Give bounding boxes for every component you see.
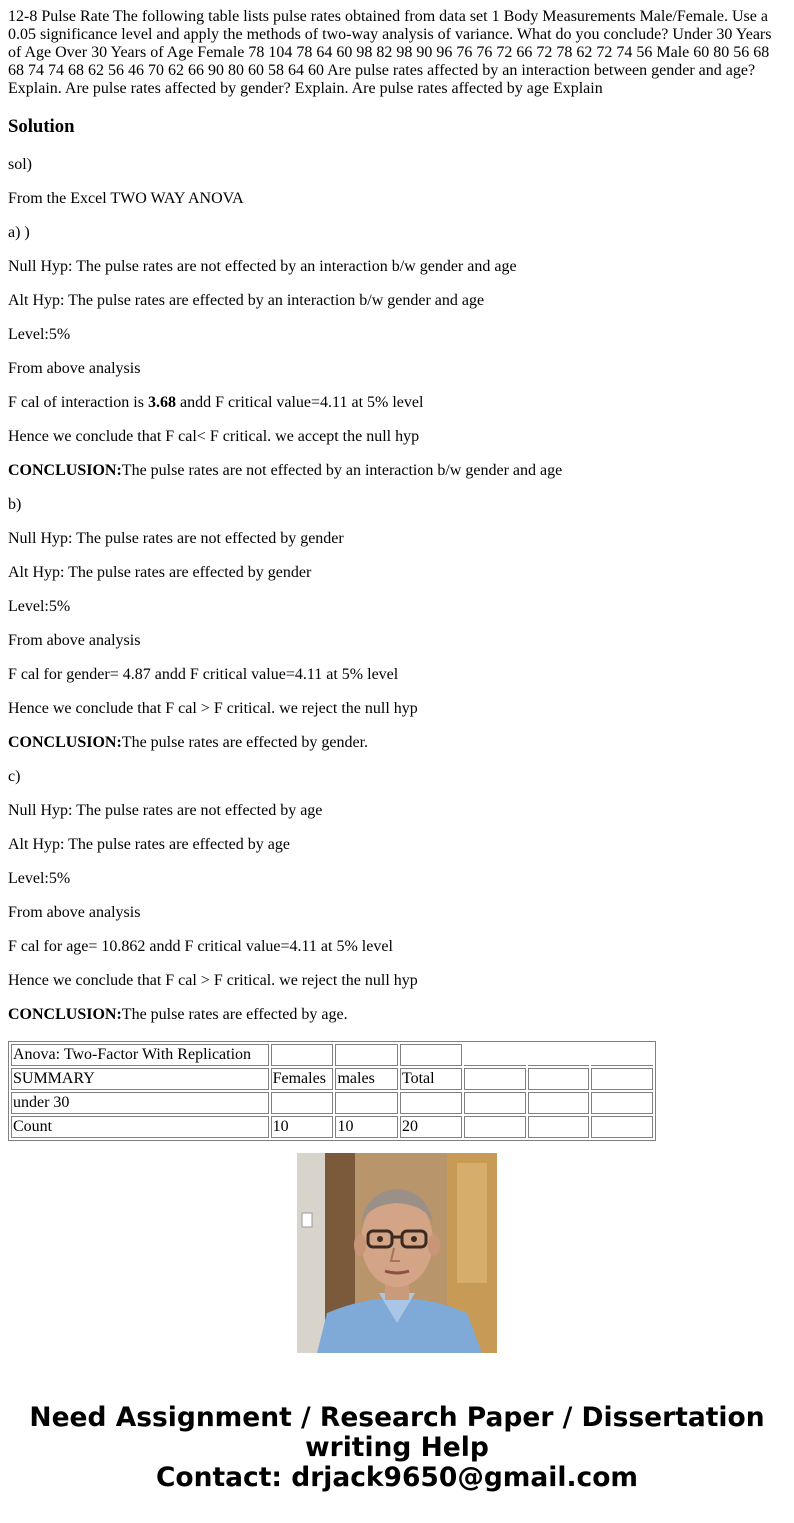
conclusion-label: CONCLUSION: xyxy=(8,734,122,751)
table-cell: 10 xyxy=(335,1116,397,1138)
part-c-level: Level:5% xyxy=(8,870,71,887)
promo-line-2: writing Help xyxy=(305,1432,489,1463)
table-group-cell: under 30 xyxy=(11,1092,269,1114)
part-b-from: From above analysis xyxy=(8,632,141,649)
part-b-label: b) xyxy=(8,496,22,513)
solution-heading: Solution xyxy=(8,116,75,137)
table-cell xyxy=(271,1092,334,1114)
table-header-cell: males xyxy=(335,1068,397,1090)
table-cell xyxy=(464,1116,526,1138)
table-cell xyxy=(528,1044,590,1066)
part-c-hence: Hence we conclude that F cal > F critical. we reject the null hyp xyxy=(8,972,418,989)
part-b-fcal: F cal for gender= 4.87 andd F critical value=4.11 at 5% level xyxy=(8,666,399,683)
part-c-from: From above analysis xyxy=(8,904,141,921)
table-cell xyxy=(528,1068,590,1090)
method-line: From the Excel TWO WAY ANOVA xyxy=(8,190,244,207)
table-cell: 10 xyxy=(271,1116,334,1138)
table-cell: 20 xyxy=(400,1116,462,1138)
part-a-conclusion-text: The pulse rates are not effected by an interaction b/w gender and age xyxy=(121,462,563,479)
part-a-label: a) ) xyxy=(8,224,30,241)
question-text: 12-8 Pulse Rate The following table lists pulse rates obtained from data set 1 Body Measurements Male/Female. Use a 0.05 significance level and apply the methods of two-way analysis of variance. What do you conclude? Under 30 Years of Age Over 30 Years of Age Female 78 104 78 64 60 98 82 98 90 96 76 76 72 66 72 78 62 72 74 56 Male 60 80 56 68 68 74 74 68 62 56 46 70 62 66 90 80 60 58 64 60 Are pulse rates affected by an interaction between gender and age? Explain. Are pulse rates affected by gender? Explain. Are pulse rates affected by age Explain xyxy=(8,8,772,97)
table-cell: Count xyxy=(11,1116,269,1138)
promo-banner xyxy=(0,1403,794,1493)
part-a-fcal xyxy=(8,394,786,412)
table-cell xyxy=(528,1116,590,1138)
avatar xyxy=(297,1153,497,1353)
conclusion-label: CONCLUSION: xyxy=(8,462,122,479)
table-title-cell: Anova: Two-Factor With Replication xyxy=(11,1044,269,1066)
table-header-cell: Females xyxy=(271,1068,334,1090)
table-cell xyxy=(464,1044,526,1066)
part-c-conclusion-text: The pulse rates are effected by age. xyxy=(121,1006,348,1023)
part-a-alt: Alt Hyp: The pulse rates are effected by an interaction b/w gender and age xyxy=(8,292,485,309)
conclusion-label: CONCLUSION: xyxy=(8,1006,122,1023)
part-b-conclusion xyxy=(8,734,786,752)
part-a-from: From above analysis xyxy=(8,360,141,377)
table-row xyxy=(11,1068,653,1090)
table-row xyxy=(11,1044,653,1066)
table-cell xyxy=(591,1116,653,1138)
promo-contact: Contact: drjack9650@gmail.com xyxy=(155,1462,639,1493)
part-c-fcal: F cal for age= 10.862 andd F critical value=4.11 at 5% level xyxy=(8,938,393,955)
anova-table xyxy=(8,1041,656,1141)
table-cell xyxy=(335,1092,397,1114)
table-cell xyxy=(591,1068,653,1090)
part-c-label: c) xyxy=(8,768,21,785)
table-header-cell: SUMMARY xyxy=(11,1068,269,1090)
part-c-alt: Alt Hyp: The pulse rates are effected by age xyxy=(8,836,290,853)
table-cell xyxy=(335,1044,397,1066)
table-cell xyxy=(271,1044,334,1066)
part-a-hence: Hence we conclude that F cal< F critical. we accept the null hyp xyxy=(8,428,420,445)
table-row xyxy=(11,1092,653,1114)
table-cell xyxy=(464,1092,526,1114)
anova-table-clip xyxy=(8,1041,656,1135)
part-b-conclusion-text: The pulse rates are effected by gender. xyxy=(121,734,369,751)
table-cell xyxy=(464,1068,526,1090)
part-a-level: Level:5% xyxy=(8,326,71,343)
part-a-fcal-pre: F cal of interaction is xyxy=(8,394,148,411)
table-cell xyxy=(591,1092,653,1114)
part-b-null: Null Hyp: The pulse rates are not effected by gender xyxy=(8,530,344,547)
sol-line: sol) xyxy=(8,156,32,173)
part-c-conclusion xyxy=(8,1006,786,1024)
promo-line-1: Need Assignment / Research Paper / Dissertation xyxy=(29,1402,765,1433)
part-c-null: Null Hyp: The pulse rates are not effected by age xyxy=(8,802,323,819)
part-a-conclusion xyxy=(8,462,786,480)
table-header-cell: Total xyxy=(400,1068,462,1090)
table-row xyxy=(11,1116,653,1138)
part-b-alt: Alt Hyp: The pulse rates are effected by gender xyxy=(8,564,312,581)
table-cell xyxy=(400,1044,462,1066)
part-b-hence: Hence we conclude that F cal > F critical. we reject the null hyp xyxy=(8,700,418,717)
part-a-fcal-post: andd F critical value=4.11 at 5% level xyxy=(175,394,424,411)
table-cell xyxy=(591,1044,653,1066)
part-a-fcal-value: 3.68 xyxy=(147,394,176,411)
table-cell xyxy=(400,1092,462,1114)
table-cell xyxy=(528,1092,590,1114)
part-b-level: Level:5% xyxy=(8,598,71,615)
part-a-null: Null Hyp: The pulse rates are not effected by an interaction b/w gender and age xyxy=(8,258,517,275)
person-portrait-icon xyxy=(297,1153,497,1353)
